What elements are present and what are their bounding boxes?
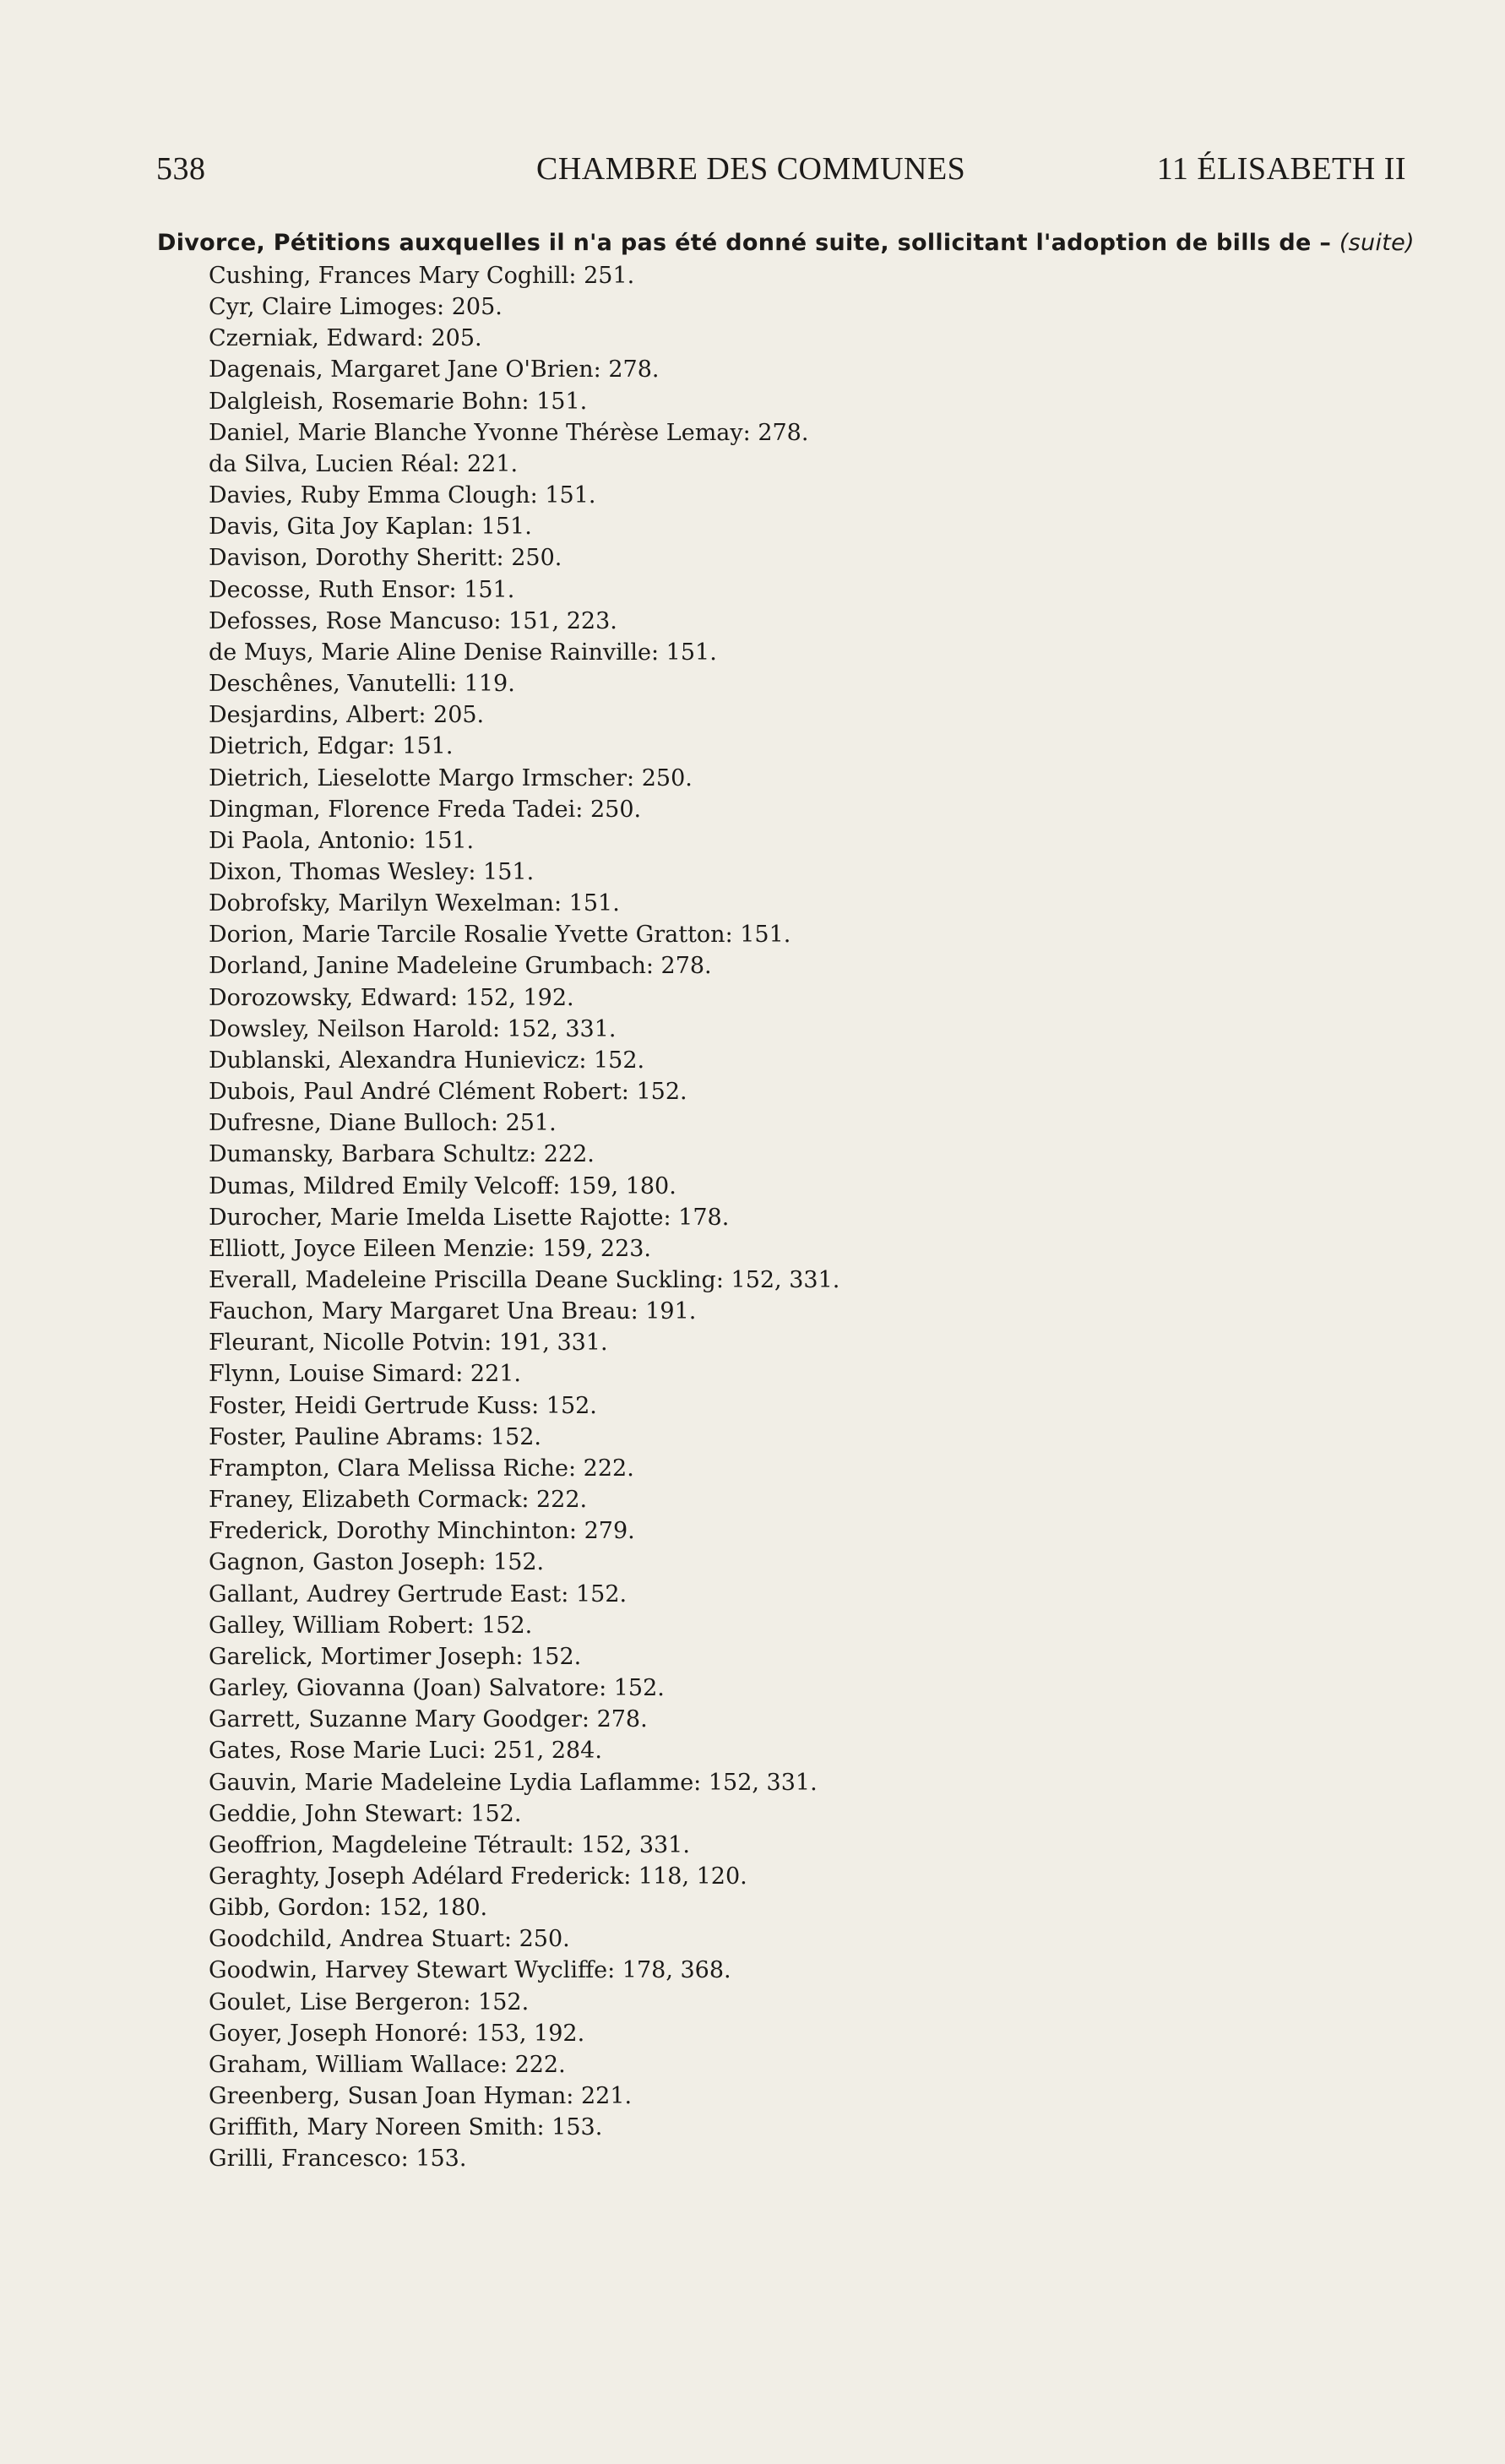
index-entry: Dorion, Marie Tarcile Rosalie Yvette Gratton: 151.: [209, 922, 791, 949]
index-entry: Dingman, Florence Freda Tadei: 250.: [209, 796, 642, 823]
index-entry: Geoffrion, Magdeleine Tétrault: 152, 331.: [209, 1831, 690, 1858]
index-entry: Dowsley, Neilson Harold: 152, 331.: [209, 1015, 617, 1042]
journal-title: CHAMBRE DES COMMUNES: [536, 151, 966, 187]
index-entry: Dixon, Thomas Wesley: 151.: [209, 858, 535, 885]
index-entry: Dumansky, Barbara Schultz: 222.: [209, 1141, 595, 1168]
index-entry: Davison, Dorothy Sheritt: 250.: [209, 545, 562, 572]
index-entry: Goodwin, Harvey Stewart Wycliffe: 178, 368.: [209, 1957, 731, 1984]
index-entry: Foster, Pauline Abrams: 152.: [209, 1423, 542, 1450]
index-entry: Davis, Gita Joy Kaplan: 151.: [209, 514, 532, 541]
index-entry: Foster, Heidi Gertrude Kuss: 152.: [209, 1392, 597, 1419]
index-entry: Dubois, Paul André Clément Robert: 152.: [209, 1079, 687, 1106]
index-entry: Garelick, Mortimer Joseph: 152.: [209, 1643, 582, 1670]
index-entry: Franey, Elizabeth Cormack: 222.: [209, 1487, 588, 1514]
regnal-year: 11 ÉLISABETH II: [1156, 151, 1406, 187]
index-entry: Dietrich, Edgar: 151.: [209, 733, 454, 760]
index-entry: Goyer, Joseph Honoré: 153, 192.: [209, 2020, 585, 2047]
index-entry: Cushing, Frances Mary Coghill: 251.: [209, 263, 635, 289]
index-entry: Frederick, Dorothy Minchinton: 279.: [209, 1518, 635, 1545]
index-entry: Fauchon, Mary Margaret Una Breau: 191.: [209, 1298, 697, 1325]
index-entry: Dagenais, Margaret Jane O'Brien: 278.: [209, 356, 660, 383]
index-entry: Gibb, Gordon: 152, 180.: [209, 1895, 488, 1922]
index-entry: Dufresne, Diane Bulloch: 251.: [209, 1110, 557, 1137]
section-continued-label: (suite): [1339, 230, 1415, 256]
index-entry: Defosses, Rose Mancuso: 151, 223.: [209, 607, 617, 634]
index-entry: Decosse, Ruth Ensor: 151.: [209, 576, 515, 603]
index-entry: Davies, Ruby Emma Clough: 151.: [209, 482, 596, 509]
index-entry: Garrett, Suzanne Mary Goodger: 278.: [209, 1706, 648, 1733]
index-entry: Goulet, Lise Bergeron: 152.: [209, 1988, 530, 2015]
index-entry: Frampton, Clara Melissa Riche: 222.: [209, 1455, 634, 1482]
index-entry: Desjardins, Albert: 205.: [209, 702, 485, 729]
index-entry: Cyr, Claire Limoges: 205.: [209, 294, 503, 321]
index-entry: Graham, William Wallace: 222.: [209, 2051, 566, 2078]
index-entry: Di Paola, Antonio: 151.: [209, 827, 475, 854]
index-entry: Grilli, Francesco: 153.: [209, 2146, 467, 2173]
index-entry: Garley, Giovanna (Joan) Salvatore: 152.: [209, 1675, 665, 1702]
index-entry: da Silva, Lucien Réal: 221.: [209, 450, 519, 477]
index-entry: Gauvin, Marie Madeleine Lydia Laflamme: 152, 331.: [209, 1769, 818, 1796]
index-entry: Gates, Rose Marie Luci: 251, 284.: [209, 1738, 602, 1765]
page-number: 538: [156, 151, 206, 187]
index-entry: Deschênes, Vanutelli: 119.: [209, 671, 515, 698]
index-entry: Geraghty, Joseph Adélard Frederick: 118, 120.: [209, 1863, 747, 1890]
index-entry: Dorland, Janine Madeleine Grumbach: 278.: [209, 953, 712, 980]
index-entry: Czerniak, Edward: 205.: [209, 325, 482, 352]
index-entry: Dalgleish, Rosemarie Bohn: 151.: [209, 388, 588, 415]
index-entry: Dumas, Mildred Emily Velcoff: 159, 180.: [209, 1172, 676, 1199]
index-entry: Elliott, Joyce Eileen Menzie: 159, 223.: [209, 1235, 652, 1262]
index-entry-list: [209, 260, 839, 2175]
index-entry: Galley, William Robert: 152.: [209, 1612, 533, 1639]
index-entry: Gallant, Audrey Gertrude East: 152.: [209, 1580, 628, 1607]
index-entry: Griffith, Mary Noreen Smith: 153.: [209, 2114, 603, 2141]
index-entry: Flynn, Louise Simard: 221.: [209, 1361, 522, 1388]
index-entry: Greenberg, Susan Joan Hyman: 221.: [209, 2083, 633, 2110]
index-entry: Dorozowsky, Edward: 152, 192.: [209, 984, 574, 1011]
section-heading-text: Divorce, Pétitions auxquelles il n'a pas été donné suite, sollicitant l'adoption de bills de –: [157, 230, 1332, 256]
index-entry: Fleurant, Nicolle Potvin: 191, 331.: [209, 1330, 608, 1357]
index-entry: Durocher, Marie Imelda Lisette Rajotte: 178.: [209, 1204, 730, 1231]
index-entry: Geddie, John Stewart: 152.: [209, 1800, 522, 1827]
index-entry: Daniel, Marie Blanche Yvonne Thérèse Lemay: 278.: [209, 419, 809, 446]
index-entry: Dietrich, Lieselotte Margo Irmscher: 250.: [209, 764, 693, 791]
section-heading: [157, 230, 1415, 256]
index-entry: Dobrofsky, Marilyn Wexelman: 151.: [209, 890, 620, 917]
index-entry: Goodchild, Andrea Stuart: 250.: [209, 1926, 570, 1953]
index-entry: Gagnon, Gaston Joseph: 152.: [209, 1549, 545, 1576]
index-entry: Dublanski, Alexandra Hunievicz: 152.: [209, 1047, 645, 1074]
running-head: [156, 150, 1406, 198]
index-entry: de Muys, Marie Aline Denise Rainville: 151.: [209, 639, 717, 666]
index-entry: Everall, Madeleine Priscilla Deane Suckling: 152, 331.: [209, 1267, 840, 1293]
